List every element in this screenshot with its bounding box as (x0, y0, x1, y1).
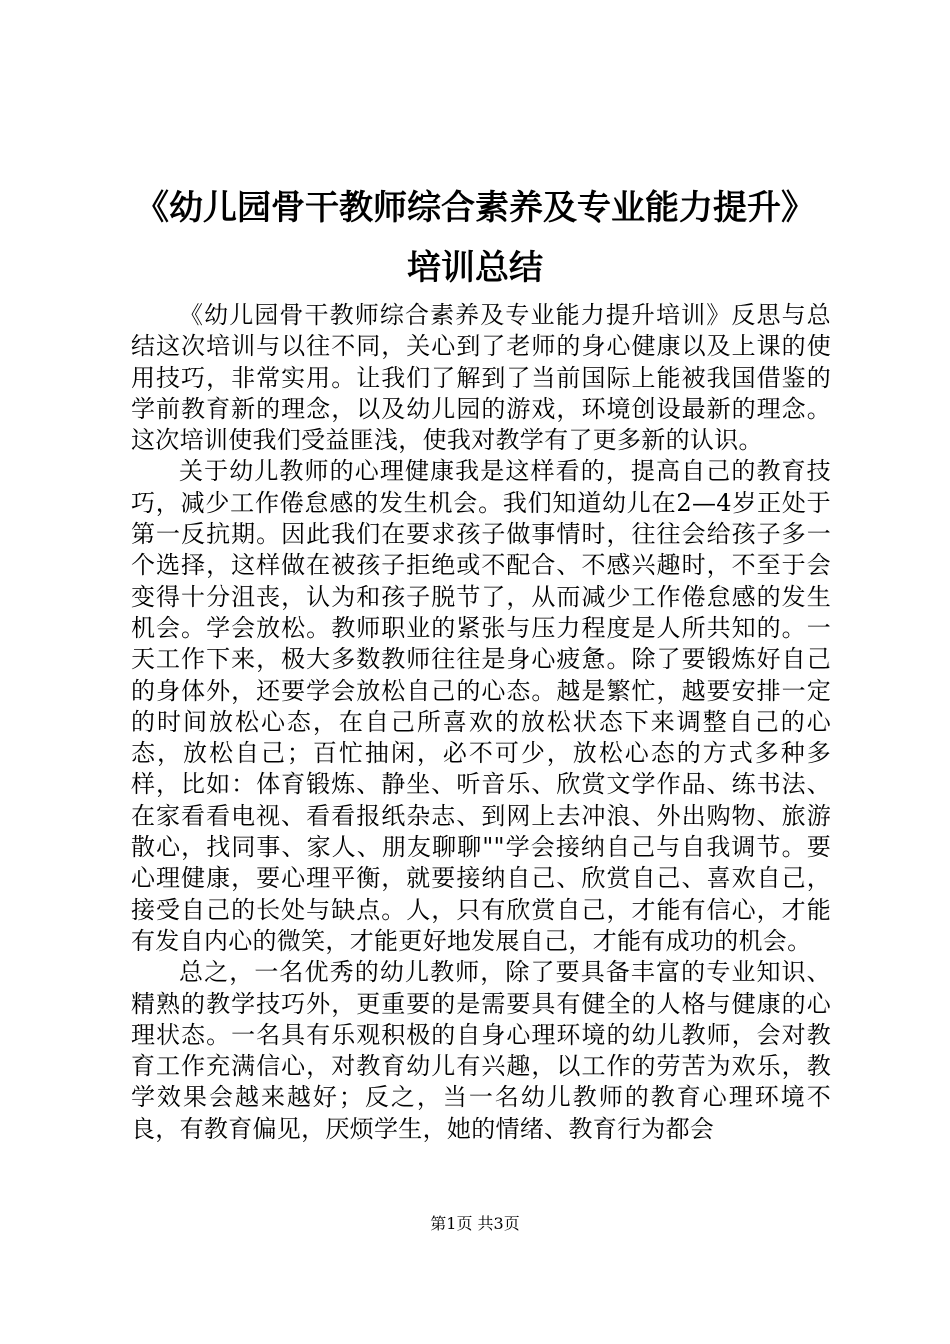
document-body (131, 300, 831, 1145)
paragraph-2: 关于幼儿教师的心理健康我是这样看的，提高自己的教育技巧，减少工作倦怠感的发生机会。我们知道幼儿在2—4岁正处于第一反抗期。因此我们在要求孩子做事情时，往往会给孩子多一个选择，这样做在被孩子拒绝或不配合、不感兴趣时，不至于会变得十分沮丧，认为和孩子脱节了，从而减少工作倦怠感的发生机会。学会放松。教师职业的紧张与压力程度是人所共知的。一天工作下来，极大多数教师往往是身心疲惫。除了要锻炼好自己的身体外，还要学会放松自己的心态。越是繁忙，越要安排一定的时间放松心态，在自己所喜欢的放松状态下来调整自己的心态，放松自己；百忙抽闲，必不可少，放松心态的方式多种多样，比如：体育锻炼、静坐、听音乐、欣赏文学作品、练书法、在家看看电视、看看报纸杂志、到网上去冲浪、外出购物、旅游散心，找同事、家人、朋友聊聊""学会接纳自己与自我调节。要心理健康，要心理平衡，就要接纳自己、欣赏自己、喜欢自己，接受自己的长处与缺点。人，只有欣赏自己，才能有信心，才能有发自内心的微笑，才能更好地发展自己，才能有成功的机会。 (131, 457, 831, 955)
paragraph-1: 《幼儿园骨干教师综合素养及专业能力提升培训》反思与总结这次培训与以往不同，关心到了老师的身心健康以及上课的使用技巧，非常实用。让我们了解到了当前国际上能被我国借鉴的学前教育新的理念，以及幼儿园的游戏，环境创设最新的理念。这次培训使我们受益匪浅，使我对教学有了更多新的认识。 (131, 301, 831, 455)
paragraph-3: 总之，一名优秀的幼儿教师，除了要具备丰富的专业知识、精熟的教学技巧外，更重要的是需要具有健全的人格与健康的心理状态。一名具有乐观积极的自身心理环境的幼儿教师，会对教育工作充满信心，对教育幼儿有兴趣，以工作的劳苦为欢乐，教学效果会越来越好；反之，当一名幼儿教师的教育心理环境不良，有教育偏见，厌烦学生，她的情绪、教育行为都会 (131, 958, 831, 1143)
document-title-line-2: 培训总结 (407, 248, 543, 288)
document-title-line-1: 《幼儿园骨干教师综合素养及专业能力提升》 (135, 188, 815, 228)
page-footer: 第1页 共3页 (430, 1214, 520, 1233)
